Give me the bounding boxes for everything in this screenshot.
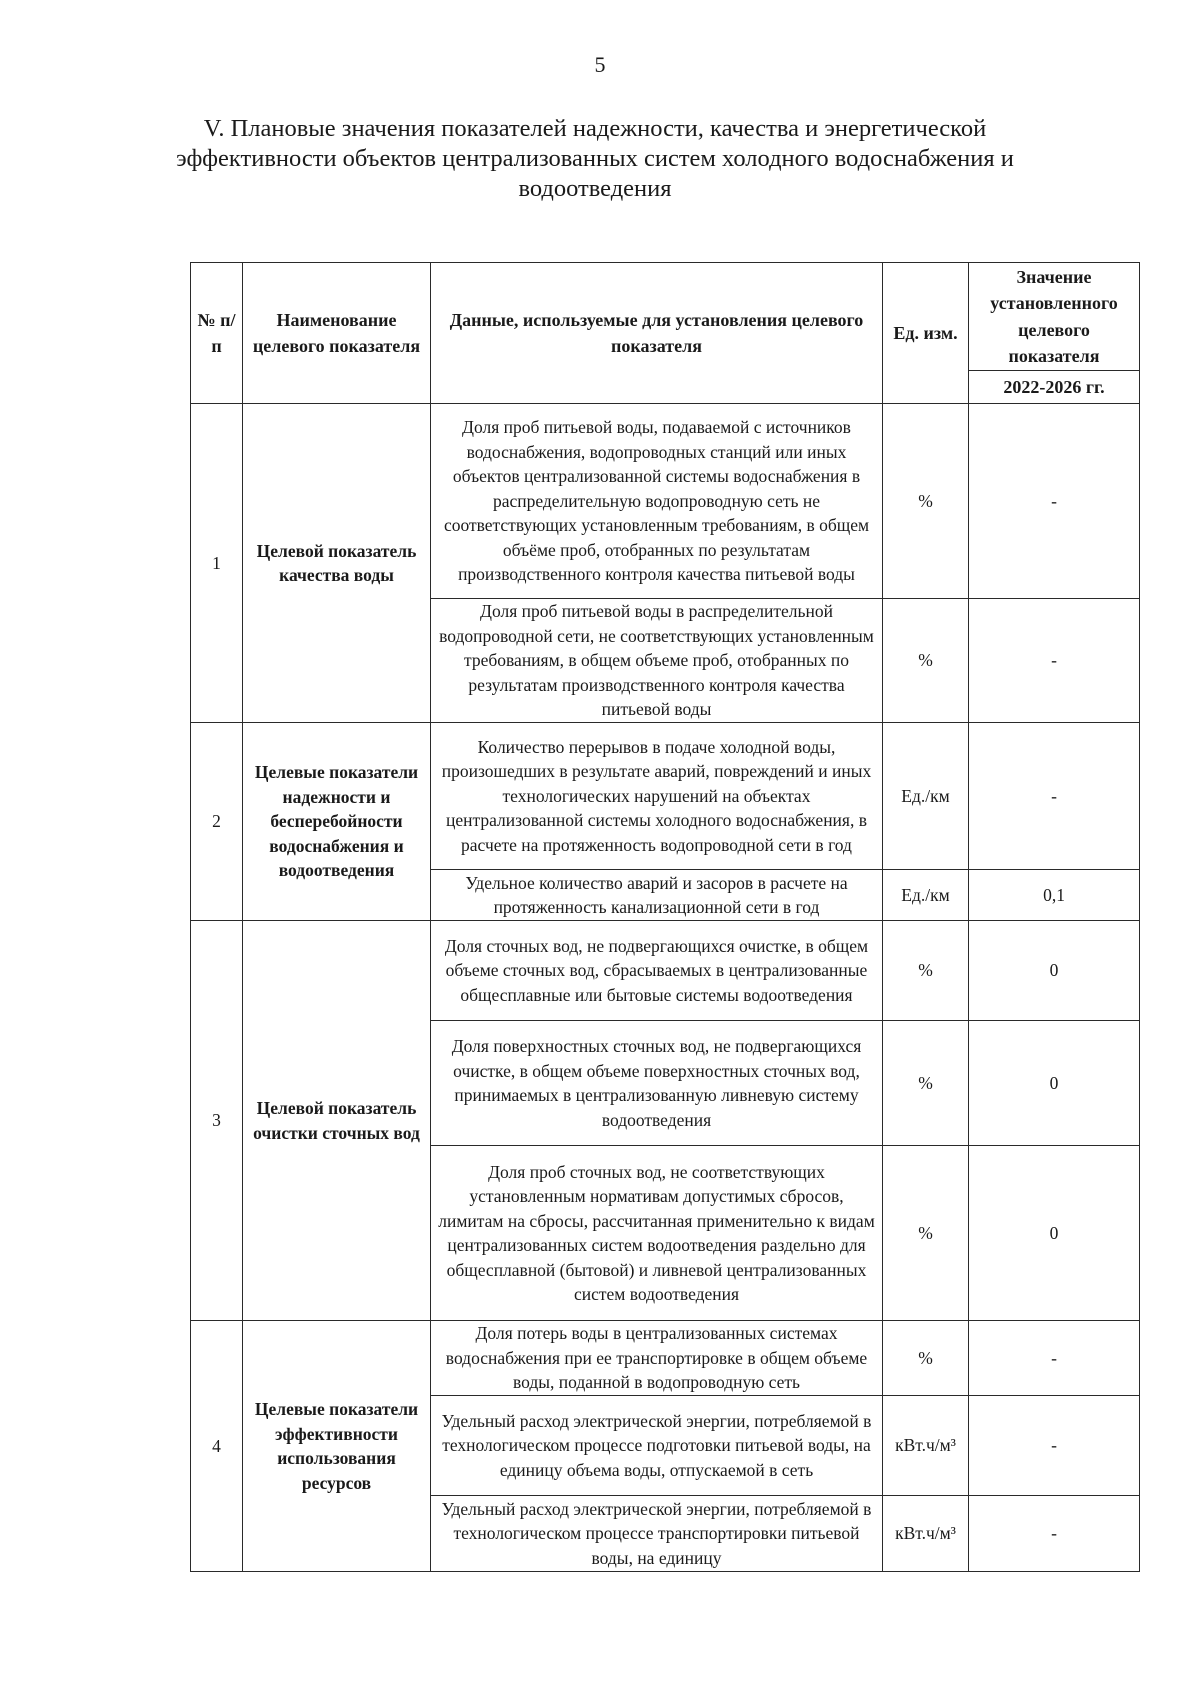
indicator-description: Удельное количество аварий и засоров в расчете на протяженность канализационной сети в год [431,870,883,921]
unit: кВт.ч/м³ [883,1396,969,1496]
row-number: 1 [191,404,243,723]
header-unit: Ед. изм. [883,263,969,404]
indicator-description: Доля проб сточных вод, не соответствующих установленным нормативам допустимых сбросов, лимитам на сбросы, рассчитанная применительно к видам централизованных систем водоотведения раздельно для общесплавной (бытовой) и ливневой централизованных систем водоотведения [431,1146,883,1321]
target-value: - [969,1496,1140,1572]
indicator-description: Количество перерывов в подаче холодной воды, произошедших в результате аварий, повреждений и иных технологических нарушений на объектах централизованной системы холодного водоснабжения, в расчете на протяженность водопроводной сети в год [431,723,883,870]
target-value: - [969,1321,1140,1396]
target-value: - [969,599,1140,723]
unit: Ед./км [883,870,969,921]
table-row [191,723,1140,870]
row-number: 2 [191,723,243,921]
target-value: - [969,1396,1140,1496]
indicator-name: Целевой показатель очистки сточных вод [243,921,431,1321]
target-value: 0 [969,1146,1140,1321]
indicators-table-container [190,262,1139,1572]
page-number: 5 [594,52,606,77]
indicator-name: Целевой показатель качества воды [243,404,431,723]
target-value: 0,1 [969,870,1140,921]
target-value: - [969,404,1140,599]
target-value: - [969,723,1140,870]
row-number: 4 [191,1321,243,1572]
indicator-description: Доля поверхностных сточных вод, не подвергающихся очистке, в общем объеме поверхностных сточных вод, принимаемых в централизованную ливневую систему водоотведения [431,1021,883,1146]
header-num: № п/п [191,263,243,404]
table-row [191,921,1140,1021]
header-data: Данные, используемые для установления целевого показателя [431,263,883,404]
table-row [191,1321,1140,1396]
unit: % [883,404,969,599]
indicator-description: Удельный расход электрической энергии, потребляемой в технологическом процессе транспортировки питьевой воды, на единицу [431,1496,883,1572]
header-period: 2022-2026 гг. [969,371,1140,404]
table-row [191,404,1140,599]
indicator-name: Целевые показатели надежности и бесперебойности водоснабжения и водоотведения [243,723,431,921]
indicator-description: Удельный расход электрической энергии, потребляемой в технологическом процессе подготовки питьевой воды, на единицу объема воды, отпускаемой в сеть [431,1396,883,1496]
row-number: 3 [191,921,243,1321]
unit: % [883,1021,969,1146]
indicator-name: Целевые показатели эффективности использования ресурсов [243,1321,431,1572]
unit: кВт.ч/м³ [883,1496,969,1572]
unit: % [883,1146,969,1321]
unit: % [883,921,969,1021]
indicator-description: Доля проб питьевой воды в распределительной водопроводной сети, не соответствующих установленным требованиям, в общем объеме проб, отобранных по результатам производственного контроля качества питьевой воды [431,599,883,723]
indicators-table [190,262,1140,1572]
indicator-description: Доля сточных вод, не подвергающихся очистке, в общем объеме сточных вод, сбрасываемых в централизованные общесплавные или бытовые системы водоотведения [431,921,883,1021]
header-name: Наименование целевого показателя [243,263,431,404]
section-title: V. Плановые значения показателей надежности, качества и энергетической эффективности объектов централизованных систем холодного водоснабжения и водоотведения [176,115,1014,202]
indicator-description: Доля потерь воды в централизованных системах водоснабжения при ее транспортировке в общем объеме воды, поданной в водопроводную сеть [431,1321,883,1396]
unit: % [883,1321,969,1396]
target-value: 0 [969,1021,1140,1146]
unit: % [883,599,969,723]
header-value: Значение установленного целевого показателя [969,263,1140,371]
unit: Ед./км [883,723,969,870]
target-value: 0 [969,921,1140,1021]
indicator-description: Доля проб питьевой воды, подаваемой с источников водоснабжения, водопроводных станций или иных объектов централизованной системы водоснабжения в распределительную водопроводную сеть не соответствующих установленным требованиям, в общем объёме проб, отобранных по результатам производственного контроля качества питьевой воды [431,404,883,599]
